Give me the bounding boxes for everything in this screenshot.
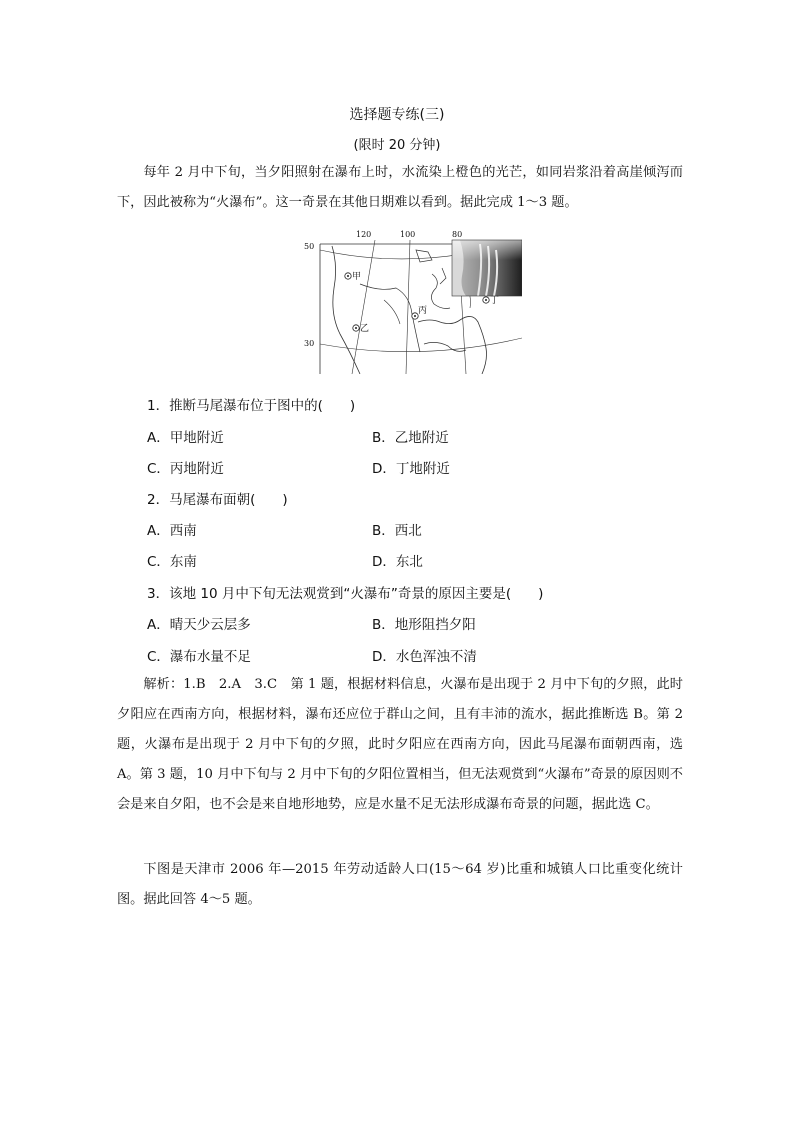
question-1-stem: 1．推断马尾瀑布位于图中的( ) xyxy=(147,398,356,414)
river-branch xyxy=(384,300,400,324)
place-jia-label: 甲 xyxy=(352,272,362,282)
place-yi-label: 乙 xyxy=(360,324,370,334)
question-2-option-c: C．东南 xyxy=(147,554,197,570)
question-2-option-d: D．东北 xyxy=(372,554,423,570)
question-3-stem: 3．该地 10 月中下旬无法观赏到“火瀑布”奇景的原因主要是( ) xyxy=(147,586,544,602)
marker-ding-dot xyxy=(485,299,487,301)
river-line xyxy=(360,284,420,352)
lake-shape xyxy=(440,268,446,284)
longitude-line-120 xyxy=(352,240,375,374)
lon-label-120: 120 xyxy=(356,230,372,239)
question-2-option-b: B．西北 xyxy=(372,523,422,539)
latitude-line-30 xyxy=(320,338,522,352)
great-lakes-outline xyxy=(431,274,450,309)
question-1-option-c: C．丙地附近 xyxy=(147,461,224,477)
lat-label-50: 50 xyxy=(304,242,315,251)
lon-label-80: 80 xyxy=(452,230,463,239)
question-1-option-b: B．乙地附近 xyxy=(372,430,449,446)
hudson-bay xyxy=(416,250,432,262)
question-3-option-d: D．水色浑浊不清 xyxy=(372,649,477,665)
question-2-stem: 2．马尾瀑布面朝( ) xyxy=(147,492,288,508)
marker-bing-dot xyxy=(414,315,416,317)
intro-paragraph-1: 每年 2 月中下旬，当夕阳照射在瀑布上时，水流染上橙色的光芒，如同岩浆沿着高崖倾泻而下，因此被称为“火瀑布”。这一奇景在其他日期难以看到。据此完成 1～3 题。 xyxy=(117,165,683,210)
lon-label-100: 100 xyxy=(400,230,416,239)
place-bing-label: 丙 xyxy=(418,306,428,316)
question-3-option-c: C．瀑布水量不足 xyxy=(147,649,251,665)
page-title: 选择题专练(三) xyxy=(349,107,445,123)
question-1-option-a: A．甲地附近 xyxy=(147,430,224,446)
question-3-option-a: A．晴天少云层多 xyxy=(147,617,251,633)
intro-paragraph-2: 下图是天津市 2006 年—2015 年劳动适龄人口(15～64 岁)比重和城镇人口比重变化统计图。据此回答 4～5 题。 xyxy=(117,862,683,907)
longitude-line-100 xyxy=(406,240,410,374)
question-3-option-b: B．地形阻挡夕阳 xyxy=(372,617,476,633)
time-limit: (限时 20 分钟) xyxy=(353,138,441,153)
question-2-option-a: A．西南 xyxy=(147,523,197,539)
west-coastline xyxy=(332,246,360,374)
marker-ding xyxy=(483,295,499,306)
marker-bing xyxy=(412,305,427,319)
place-ding-label: 丁 xyxy=(490,296,500,306)
marker-jia xyxy=(345,271,361,282)
question-1-option-d: D．丁地附近 xyxy=(372,461,450,477)
marker-yi xyxy=(353,323,369,334)
east-coastline xyxy=(418,316,487,374)
north-america-map xyxy=(300,226,522,374)
marker-yi-dot xyxy=(355,327,357,329)
lat-label-30: 30 xyxy=(304,339,315,348)
analysis-paragraph: 解析：1.B 2.A 3.C 第 1 题，根据材料信息，火瀑布是出现于 2 月中下旬的夕照，此时夕阳应在西南方向，根据材料，瀑布还应位于群山之间，且有丰沛的流水，据此推断选 B。第 2 题，火瀑布是出现于 2 月中下旬的夕照，此时夕阳应在西南方向，因此马尾瀑布面朝西南，选 A。第 3 题，10 月中下旬与 2 月中下旬的夕阳位置相当，但无法观赏到“火瀑布”奇景的原因则不会是来自夕阳，也不会是来自地形地势，应是水量不足无法形成瀑布奇景的问题，据此选 C。 xyxy=(117,677,683,812)
marker-jia-dot xyxy=(347,275,349,277)
waterfall-mist xyxy=(452,240,522,260)
